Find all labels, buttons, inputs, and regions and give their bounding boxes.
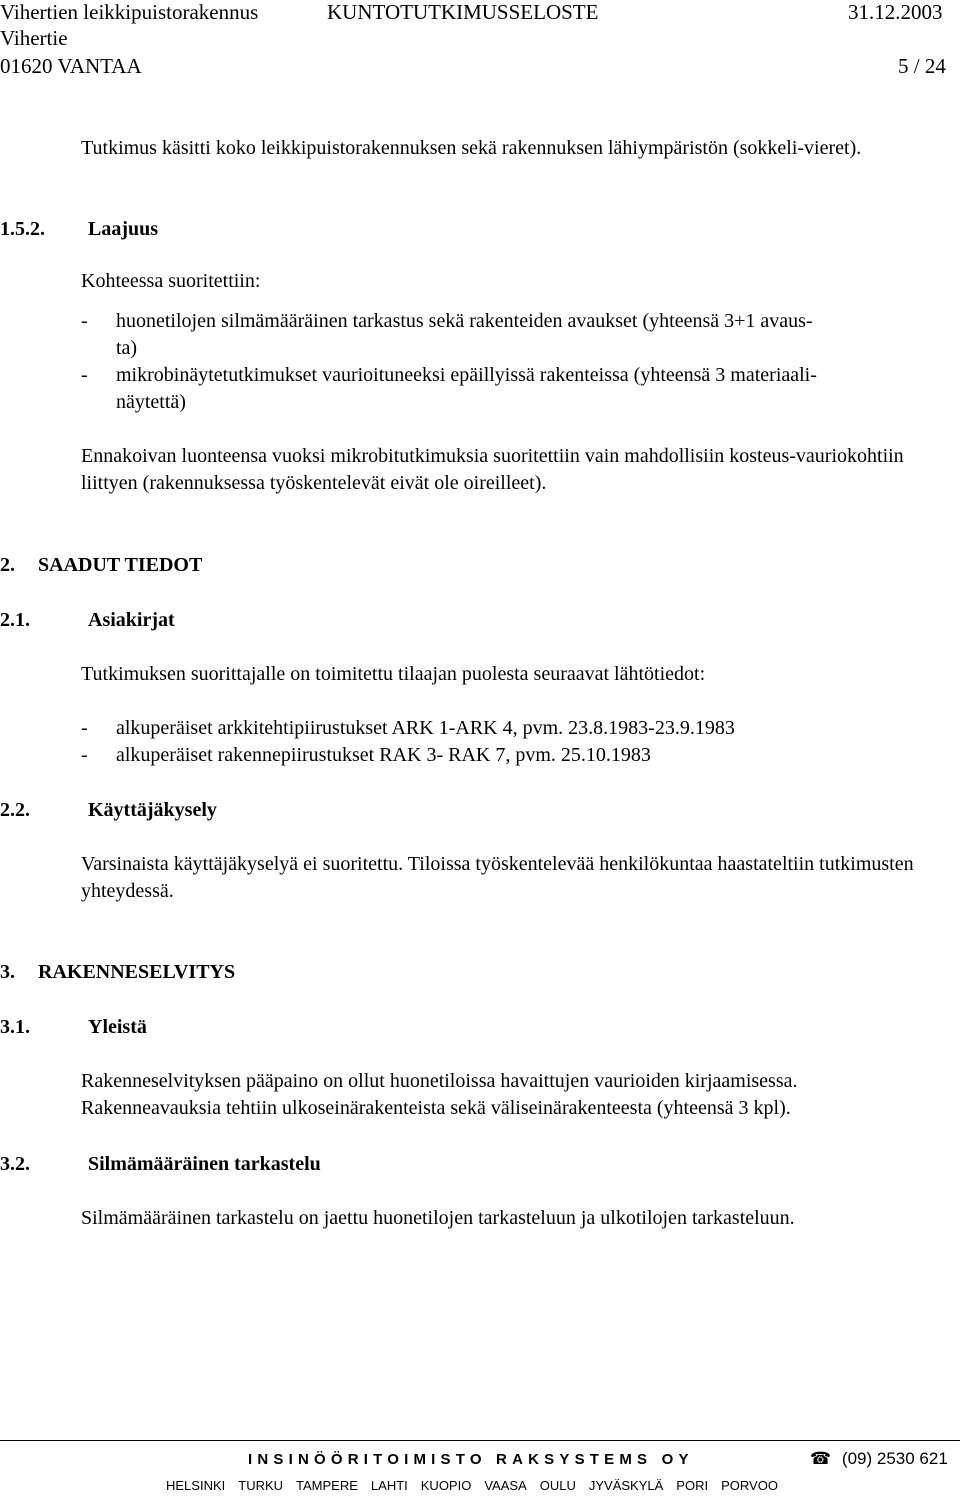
footer-city: KUOPIO: [420, 1478, 472, 1493]
footer-city: PORI: [676, 1478, 709, 1493]
intro-paragraph: Tutkimus käsitti koko leikkipuistorakennuksen sekä rakennuksen lähiympäristön (sokkeli-vieret).: [81, 137, 862, 159]
section-title: Käyttäjäkysely: [88, 799, 217, 821]
note-paragraph: Ennakoivan luonteensa vuoksi mikrobitutkimuksia suoritettiin vain mahdollisiin kosteus-vauriokohtiin liittyen (rakennuksessa työskentelevät eivät ole oireilleet).: [81, 445, 904, 494]
chapter-number: 3.: [0, 961, 15, 983]
header-page-number: 5 / 24: [898, 54, 946, 78]
chapter-title: RAKENNESELVITYS: [38, 961, 236, 983]
header-street: Vihertie: [0, 26, 68, 50]
section-title: Silmämääräinen tarkastelu: [88, 1153, 321, 1175]
section-paragraph: Varsinaista käyttäjäkyselyä ei suoritettu. Tiloissa työskentelevää henkilökuntaa haastateltiin tutkimusten yhteydessä.: [81, 853, 914, 902]
section-paragraph-line: Rakenneavauksia tehtiin ulkoseinärakenteista sekä väliseinärakenteesta (yhteensä 3 kpl).: [81, 1097, 791, 1119]
footer-city: TURKU: [238, 1478, 284, 1493]
footer-city: VAASA: [484, 1478, 527, 1493]
footer-city: HELSINKI: [166, 1478, 226, 1493]
section-title: Laajuus: [88, 218, 159, 240]
section-paragraph-line: Rakenneselvityksen pääpaino on ollut huonetiloissa havaittujen vaurioiden kirjaamisessa.: [81, 1070, 798, 1092]
footer-city: PORVOO: [721, 1478, 778, 1493]
section-lead: Tutkimuksen suorittajalle on toimitettu tilaajan puolesta seuraavat lähtötiedot:: [81, 663, 706, 685]
header-date: 31.12.2003: [848, 0, 943, 24]
chapter-number: 2.: [0, 554, 15, 576]
header-doc-type: KUNTOTUTKIMUSSELOSTE: [327, 0, 599, 24]
footer-divider: [0, 1440, 960, 1441]
section-number: 3.1.: [0, 1016, 30, 1038]
section-lead: Kohteessa suoritettiin:: [81, 270, 261, 292]
chapter-title: SAADUT TIEDOT: [38, 554, 203, 576]
footer-city: JYVÄSKYLÄ: [588, 1478, 664, 1493]
section-number: 2.1.: [0, 609, 30, 631]
section-number: 2.2.: [0, 799, 30, 821]
header-org: Vihertien leikkipuistorakennus: [0, 0, 259, 24]
section-number: 1.5.2.: [0, 218, 45, 240]
footer-phone: [810, 1449, 948, 1469]
footer-phone-number: (09) 2530 621: [841, 1449, 948, 1468]
footer-cities: [166, 1478, 791, 1493]
footer-city: LAHTI: [370, 1478, 408, 1493]
footer-city: TAMPERE: [296, 1478, 358, 1493]
section-title: Yleistä: [88, 1016, 147, 1038]
telephone-icon: ☎: [810, 1449, 832, 1468]
section-number: 3.2.: [0, 1153, 30, 1175]
section-title: Asiakirjat: [88, 609, 175, 631]
footer-firm-name: INSINÖÖRITOIMISTO RAKSYSTEMS OY: [248, 1451, 694, 1468]
footer-city: OULU: [539, 1478, 576, 1493]
section-paragraph: Silmämääräinen tarkastelu on jaettu huonetilojen tarkasteluun ja ulkotilojen tarkasteluun.: [81, 1207, 795, 1229]
header-postal: 01620 VANTAA: [0, 54, 142, 78]
